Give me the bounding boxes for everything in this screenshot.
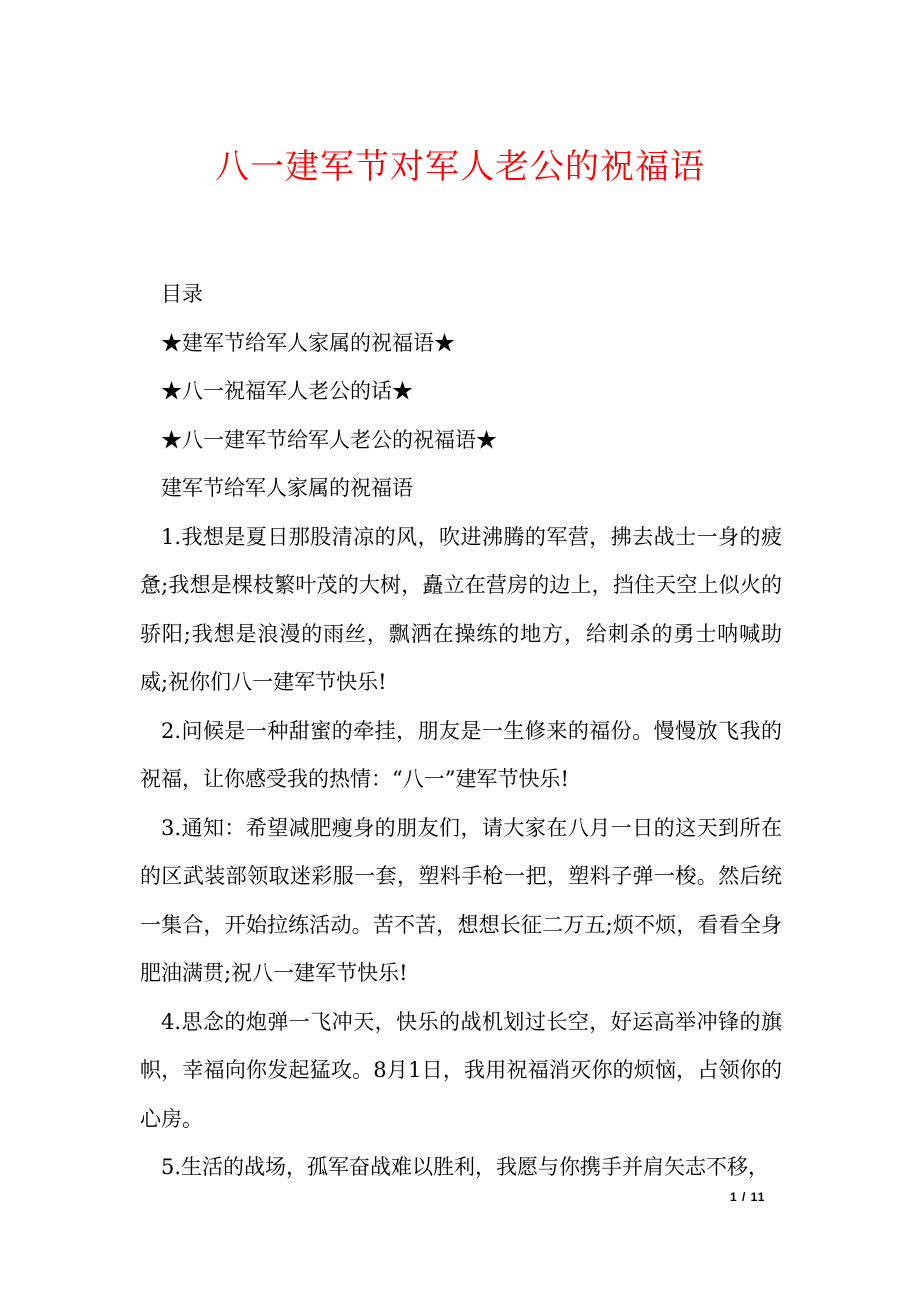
paragraph: 1.我想是夏日那股清凉的风，吹进沸腾的军营，拂去战士一身的疲惫;我想是棵枝繁叶茂的大树，矗立在营房的边上，挡住天空上似火的骄阳;我想是浪漫的雨丝，飘洒在操练的地方，给刺杀的勇士呐喊助威;祝你们八一建军节快乐!: [140, 524, 782, 694]
document-title: 八一建军节对军人老公的祝福语: [215, 147, 705, 187]
page-number: 1 / 11: [730, 1190, 766, 1204]
toc-item: ★八一建军节给军人老公的祝福语★: [161, 427, 497, 452]
toc-item: ★建军节给军人家属的祝福语★: [161, 330, 455, 355]
document-body: [140, 270, 782, 1192]
section-heading: 建军节给军人家属的祝福语: [161, 476, 413, 500]
paragraph: 2.问候是一种甜蜜的牵挂，朋友是一生修来的福份。慢慢放飞我的祝福，让你感受我的热情：“八一”建军节快乐!: [140, 718, 782, 791]
paragraph: 5.生活的战场，孤军奋战难以胜利，我愿与你携手并肩矢志不移，: [161, 1155, 770, 1179]
paragraph: 3.通知：希望减肥瘦身的朋友们，请大家在八月一日的这天到所在的区武装部领取迷彩服一套，塑料手枪一把，塑料子弹一梭。然后统一集合，开始拉练活动。苦不苦，想想长征二万五;烦不烦，看看全身肥油满贯;祝八一建军节快乐!: [140, 815, 782, 985]
toc-heading: 目录: [161, 282, 203, 306]
paragraph: 4.思念的炮弹一飞冲天，快乐的战机划过长空，好运高举冲锋的旗帜，幸福向你发起猛攻。8月1日，我用祝福消灭你的烦恼，占领你的心房。: [140, 1009, 782, 1131]
toc-item: ★八一祝福军人老公的话★: [161, 379, 413, 403]
